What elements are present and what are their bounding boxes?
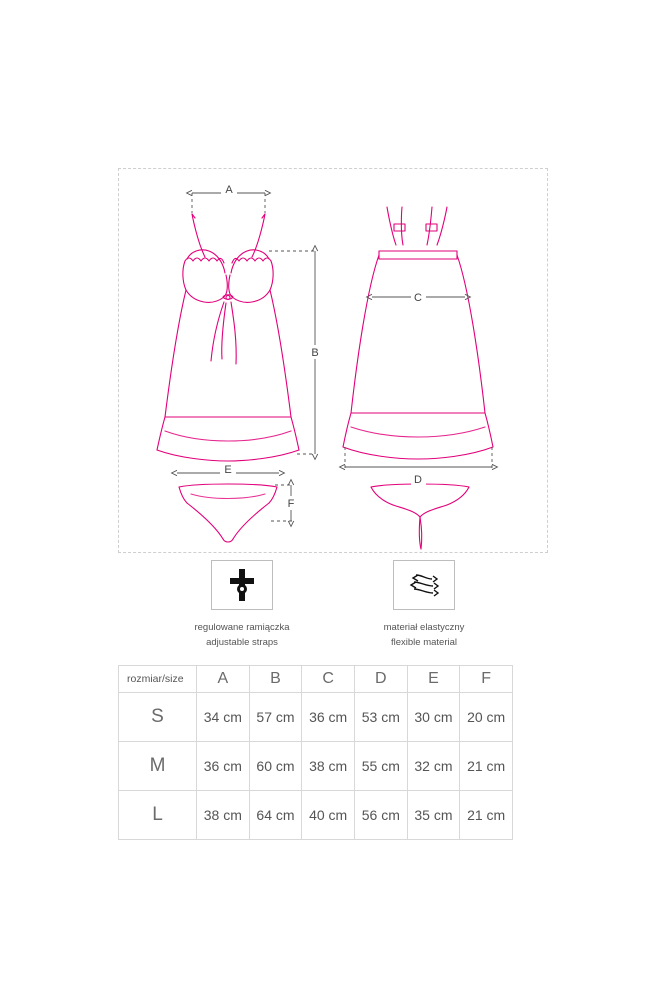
- cell-F: 21 cm: [460, 791, 513, 840]
- cell-A: 36 cm: [197, 742, 250, 791]
- dim-label-F: F: [287, 498, 295, 510]
- dim-label-A: A: [225, 184, 233, 196]
- table-header-A: A: [197, 666, 250, 693]
- cell-C: 40 cm: [302, 791, 355, 840]
- cell-F: 21 cm: [460, 742, 513, 791]
- feature-adjustable-straps: [177, 560, 307, 650]
- flexible-material-icon: [402, 567, 446, 603]
- cell-A: 38 cm: [197, 791, 250, 840]
- dim-label-C: C: [414, 292, 422, 304]
- cell-E: 30 cm: [407, 693, 460, 742]
- cell-B: 64 cm: [249, 791, 302, 840]
- garment-technical-drawing: [119, 169, 547, 552]
- adjustable-strap-icon: [220, 567, 264, 603]
- feature-caption-pl: materiał elastyczny: [383, 622, 465, 633]
- feature-icons: [118, 560, 548, 650]
- table-header-B: B: [249, 666, 302, 693]
- feature-caption-en: flexible material: [391, 637, 457, 648]
- cell-A: 34 cm: [197, 693, 250, 742]
- cell-D: 56 cm: [354, 791, 407, 840]
- dim-label-B: B: [311, 347, 319, 359]
- table-header-F: F: [460, 666, 513, 693]
- dim-label-D: D: [414, 474, 422, 486]
- cell-D: 53 cm: [354, 693, 407, 742]
- thong-back-outline: [371, 484, 469, 549]
- table-header-size-label: rozmiar/size: [119, 666, 197, 693]
- flexible-material-icon-box: [393, 560, 455, 610]
- table-row: [119, 693, 513, 742]
- thong-front-outline: [179, 484, 277, 542]
- adjustable-strap-icon-box: [211, 560, 273, 610]
- cell-E: 32 cm: [407, 742, 460, 791]
- cell-F: 20 cm: [460, 693, 513, 742]
- cell-D: 55 cm: [354, 742, 407, 791]
- cell-E: 35 cm: [407, 791, 460, 840]
- table-header-C: C: [302, 666, 355, 693]
- table-row: [119, 791, 513, 840]
- cell-B: 57 cm: [249, 693, 302, 742]
- feature-caption-pl: regulowane ramiączka: [194, 622, 290, 633]
- chemise-back-outline: [343, 207, 493, 459]
- size-label: S: [119, 693, 197, 742]
- size-label: L: [119, 791, 197, 840]
- table-header-D: D: [354, 666, 407, 693]
- table-header-E: E: [407, 666, 460, 693]
- size-label: M: [119, 742, 197, 791]
- feature-caption-en: adjustable straps: [206, 637, 278, 648]
- table-header-row: [119, 666, 513, 693]
- size-table: [118, 665, 513, 840]
- cell-B: 60 cm: [249, 742, 302, 791]
- table-row: [119, 742, 513, 791]
- cell-C: 38 cm: [302, 742, 355, 791]
- cell-C: 36 cm: [302, 693, 355, 742]
- garment-drawing-area: [118, 168, 548, 553]
- feature-flexible-material: [359, 560, 489, 650]
- dim-label-E: E: [224, 464, 232, 476]
